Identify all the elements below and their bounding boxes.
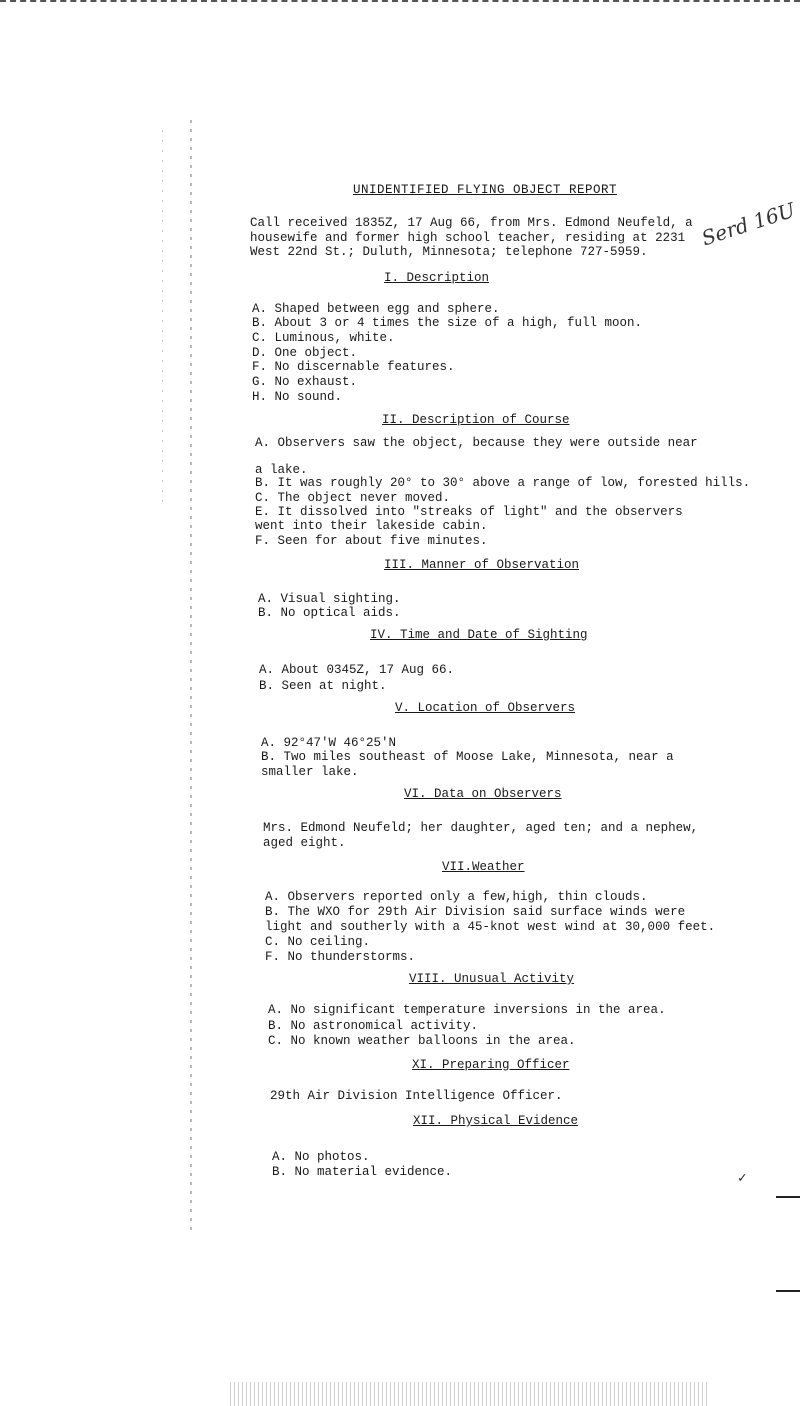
section-item: F. Seen for about five minutes. [255, 534, 488, 548]
section-heading: IV. Time and Date of Sighting [370, 628, 588, 642]
section-item: 29th Air Division Intelligence Officer. [270, 1089, 563, 1103]
section-heading: II. Description of Course [382, 413, 570, 427]
intro-line: Call received 1835Z, 17 Aug 66, from Mrs. Edmond Neufeld, a [250, 216, 693, 230]
section-item: C. No known weather balloons in the area. [268, 1034, 576, 1048]
section-item: C. The object never moved. [255, 491, 451, 505]
section-item: F. No thunderstorms. [265, 950, 416, 964]
scan-noise [230, 1382, 710, 1406]
section-heading: XI. Preparing Officer [412, 1058, 570, 1072]
section-heading: VIII. Unusual Activity [409, 972, 575, 986]
section-item: A. Visual sighting. [258, 592, 401, 606]
section-item: C. Luminous, white. [252, 331, 395, 345]
section-item: A. Observers saw the object, because they were outside near [255, 436, 698, 450]
section-item: E. It dissolved into "streaks of light" and the observers [255, 505, 683, 519]
section-item: aged eight. [263, 836, 346, 850]
section-item: G. No exhaust. [252, 375, 358, 389]
section-heading: III. Manner of Observation [384, 558, 580, 572]
section-heading: I. Description [384, 271, 490, 285]
section-item: C. No ceiling. [265, 935, 371, 949]
edge-mark [776, 1196, 800, 1198]
section-item: light and southerly with a 45-knot west wind at 30,000 feet. [265, 920, 716, 934]
binding-margin-marks-secondary [162, 130, 163, 510]
handwritten-note: Serd 16U [698, 197, 798, 251]
section-item: Mrs. Edmond Neufeld; her daughter, aged ten; and a nephew, [263, 821, 699, 835]
intro-line: West 22nd St.; Duluth, Minnesota; telephone 727-5959. [250, 245, 648, 259]
section-item: went into their lakeside cabin. [255, 519, 488, 533]
section-item: B. No astronomical activity. [268, 1019, 479, 1033]
section-item: B. Two miles southeast of Moose Lake, Minnesota, near a [261, 750, 674, 764]
intro-paragraph [250, 216, 710, 260]
section-heading: XII. Physical Evidence [413, 1114, 579, 1128]
section-item: smaller lake. [261, 765, 359, 779]
section-item: A. No photos. [272, 1150, 370, 1164]
section-item: B. The WXO for 29th Air Division said surface winds were [265, 905, 686, 919]
section-item: A. 92°47'W 46°25'N [261, 736, 397, 750]
section-heading: VI. Data on Observers [404, 787, 562, 801]
section-item: B. No material evidence. [272, 1165, 453, 1179]
scan-edge-dashes [0, 0, 800, 6]
section-item: D. One object. [252, 346, 358, 360]
section-item: B. About 3 or 4 times the size of a high, full moon. [252, 316, 643, 330]
section-item: F. No discernable features. [252, 360, 455, 374]
binding-margin-marks [190, 120, 192, 1230]
section-item: A. About 0345Z, 17 Aug 66. [259, 663, 455, 677]
section-item: a lake. [255, 463, 308, 477]
section-item: B. No optical aids. [258, 606, 401, 620]
section-item: B. It was roughly 20° to 30° above a range of low, forested hills. [255, 476, 751, 490]
section-heading: V. Location of Observers [395, 701, 576, 715]
section-item: A. Observers reported only a few,high, thin clouds. [265, 890, 648, 904]
section-item: H. No sound. [252, 390, 343, 404]
edge-mark [776, 1290, 800, 1292]
check-mark-icon: ✓ [738, 1171, 747, 1187]
intro-line: housewife and former high school teacher, residing at 2231 [250, 230, 686, 245]
section-item: A. No significant temperature inversions in the area. [268, 1003, 666, 1017]
section-heading: VII.Weather [442, 860, 525, 874]
report-title: UNIDENTIFIED FLYING OBJECT REPORT [353, 183, 618, 197]
section-item: A. Shaped between egg and sphere. [252, 302, 500, 316]
section-item: B. Seen at night. [259, 679, 387, 693]
